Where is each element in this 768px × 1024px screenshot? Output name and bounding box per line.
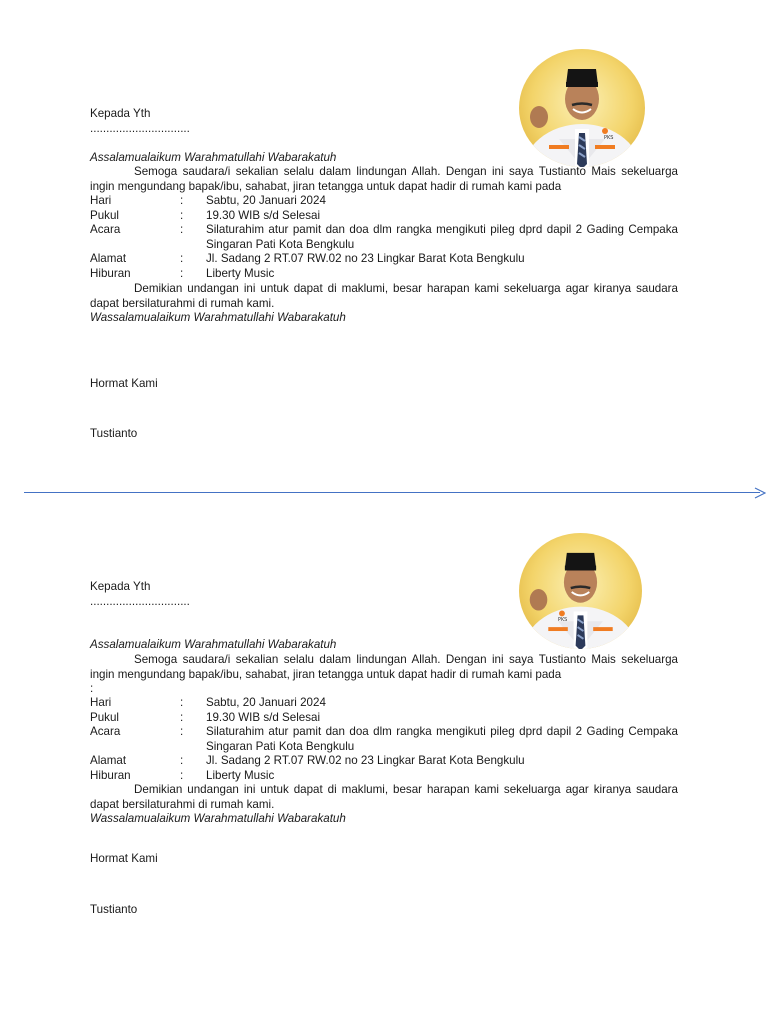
detail-label: Alamat (90, 754, 127, 768)
candidate-photo (519, 533, 642, 649)
recipient-label: Kepada Yth (90, 107, 151, 120)
detail-label: Pukul (90, 208, 120, 222)
detail-label: Acara (90, 725, 121, 739)
closing-paragraph (90, 783, 678, 812)
intro-paragraph (90, 165, 678, 194)
intro-paragraph (90, 653, 678, 697)
detail-value: Sabtu, 20 Januari 2024 (206, 696, 326, 709)
detail-value: Sabtu, 20 Januari 2024 (206, 194, 326, 207)
recipient-blank: ............................... (90, 122, 190, 135)
detail-value: Silaturahim atur pamit dan doa dlm rangka mengikuti pileg dprd dapil 2 Gading Cempaka Singaran Pati Kota Bengkulu (206, 223, 678, 251)
detail-colon: : (180, 252, 184, 266)
candidate-portrait-icon (519, 533, 642, 649)
regards: Hormat Kami (90, 377, 158, 390)
detail-colon: : (180, 266, 184, 280)
detail-label: Hiburan (90, 266, 131, 280)
recipient-label: Kepada Yth (90, 580, 151, 593)
detail-row-hiburan (90, 267, 678, 282)
closing-text: Demikian undangan ini untuk dapat di maklumi, besar harapan kami sekeluarga agar kiranya saudara dapat bersilaturahmi di rumah kami. (90, 783, 678, 811)
signatory: Tustianto (90, 903, 138, 916)
intro-colon: : (90, 682, 94, 696)
event-details (90, 194, 678, 282)
detail-row-pukul (90, 711, 678, 726)
recipient-blank: ............................... (90, 595, 190, 608)
intro-text: Semoga saudara/i sekalian selalu dalam lindungan Allah. Dengan ini saya Tustianto Mais sekeluarga ingin mengundang bapak/ibu, sahabat, jiran tetangga untuk dapat hadir di rumah kami pada (90, 653, 678, 681)
candidate-photo (519, 49, 645, 167)
signatory: Tustianto (90, 427, 138, 440)
detail-value: 19.30 WIB s/d Selesai (206, 710, 321, 724)
detail-value: Liberty Music (206, 768, 275, 782)
invitation-letter-top (0, 0, 768, 470)
detail-colon: : (180, 194, 184, 207)
detail-label: Pukul (90, 710, 120, 724)
detail-value: 19.30 WIB s/d Selesai (206, 208, 321, 222)
svg-text:PKS: PKS (558, 617, 568, 624)
detail-colon: : (180, 208, 184, 222)
detail-label: Hari (90, 194, 112, 207)
detail-label: Acara (90, 223, 121, 237)
detail-colon: : (180, 710, 184, 724)
candidate-portrait-icon (519, 49, 645, 167)
detail-colon: : (180, 754, 184, 768)
detail-row-alamat (90, 252, 678, 267)
svg-text:PKS: PKS (604, 135, 614, 141)
event-details (90, 696, 678, 784)
detail-label: Hari (90, 696, 112, 709)
detail-value: Liberty Music (206, 266, 275, 280)
greeting: Assalamualaikum Warahmatullahi Wabarakatuh (90, 638, 337, 651)
invitation-letter-bottom (0, 478, 768, 1024)
detail-row-hari (90, 194, 678, 209)
detail-colon: : (180, 768, 184, 782)
detail-label: Alamat (90, 252, 127, 266)
detail-row-hari (90, 696, 678, 711)
detail-value: Jl. Sadang 2 RT.07 RW.02 no 23 Lingkar Barat Kota Bengkulu (206, 252, 525, 266)
detail-row-acara (90, 725, 678, 754)
detail-row-acara (90, 223, 678, 252)
detail-row-hiburan (90, 769, 678, 784)
intro-text: Semoga saudara/i sekalian selalu dalam lindungan Allah. Dengan ini saya Tustianto Mais sekeluarga ingin mengundang bapak/ibu, sahabat, jiran tetangga untuk dapat hadir di rumah kami pada (90, 165, 678, 193)
detail-label: Hiburan (90, 768, 131, 782)
detail-row-pukul (90, 209, 678, 224)
regards: Hormat Kami (90, 852, 158, 865)
closing-paragraph (90, 282, 678, 311)
detail-colon: : (180, 725, 184, 739)
detail-value: Silaturahim atur pamit dan doa dlm rangka mengikuti pileg dprd dapil 2 Gading Cempaka Singaran Pati Kota Bengkulu (206, 725, 678, 753)
greeting: Assalamualaikum Warahmatullahi Wabarakatuh (90, 151, 337, 164)
closing-text: Demikian undangan ini untuk dapat di maklumi, besar harapan kami sekeluarga agar kiranya saudara dapat bersilaturahmi di rumah kami. (90, 282, 678, 310)
detail-colon: : (180, 696, 184, 709)
detail-row-alamat (90, 754, 678, 769)
farewell: Wassalamualaikum Warahmatullahi Wabarakatuh (90, 311, 346, 324)
detail-value: Jl. Sadang 2 RT.07 RW.02 no 23 Lingkar Barat Kota Bengkulu (206, 754, 525, 768)
farewell: Wassalamualaikum Warahmatullahi Wabarakatuh (90, 812, 346, 825)
detail-colon: : (180, 223, 184, 237)
